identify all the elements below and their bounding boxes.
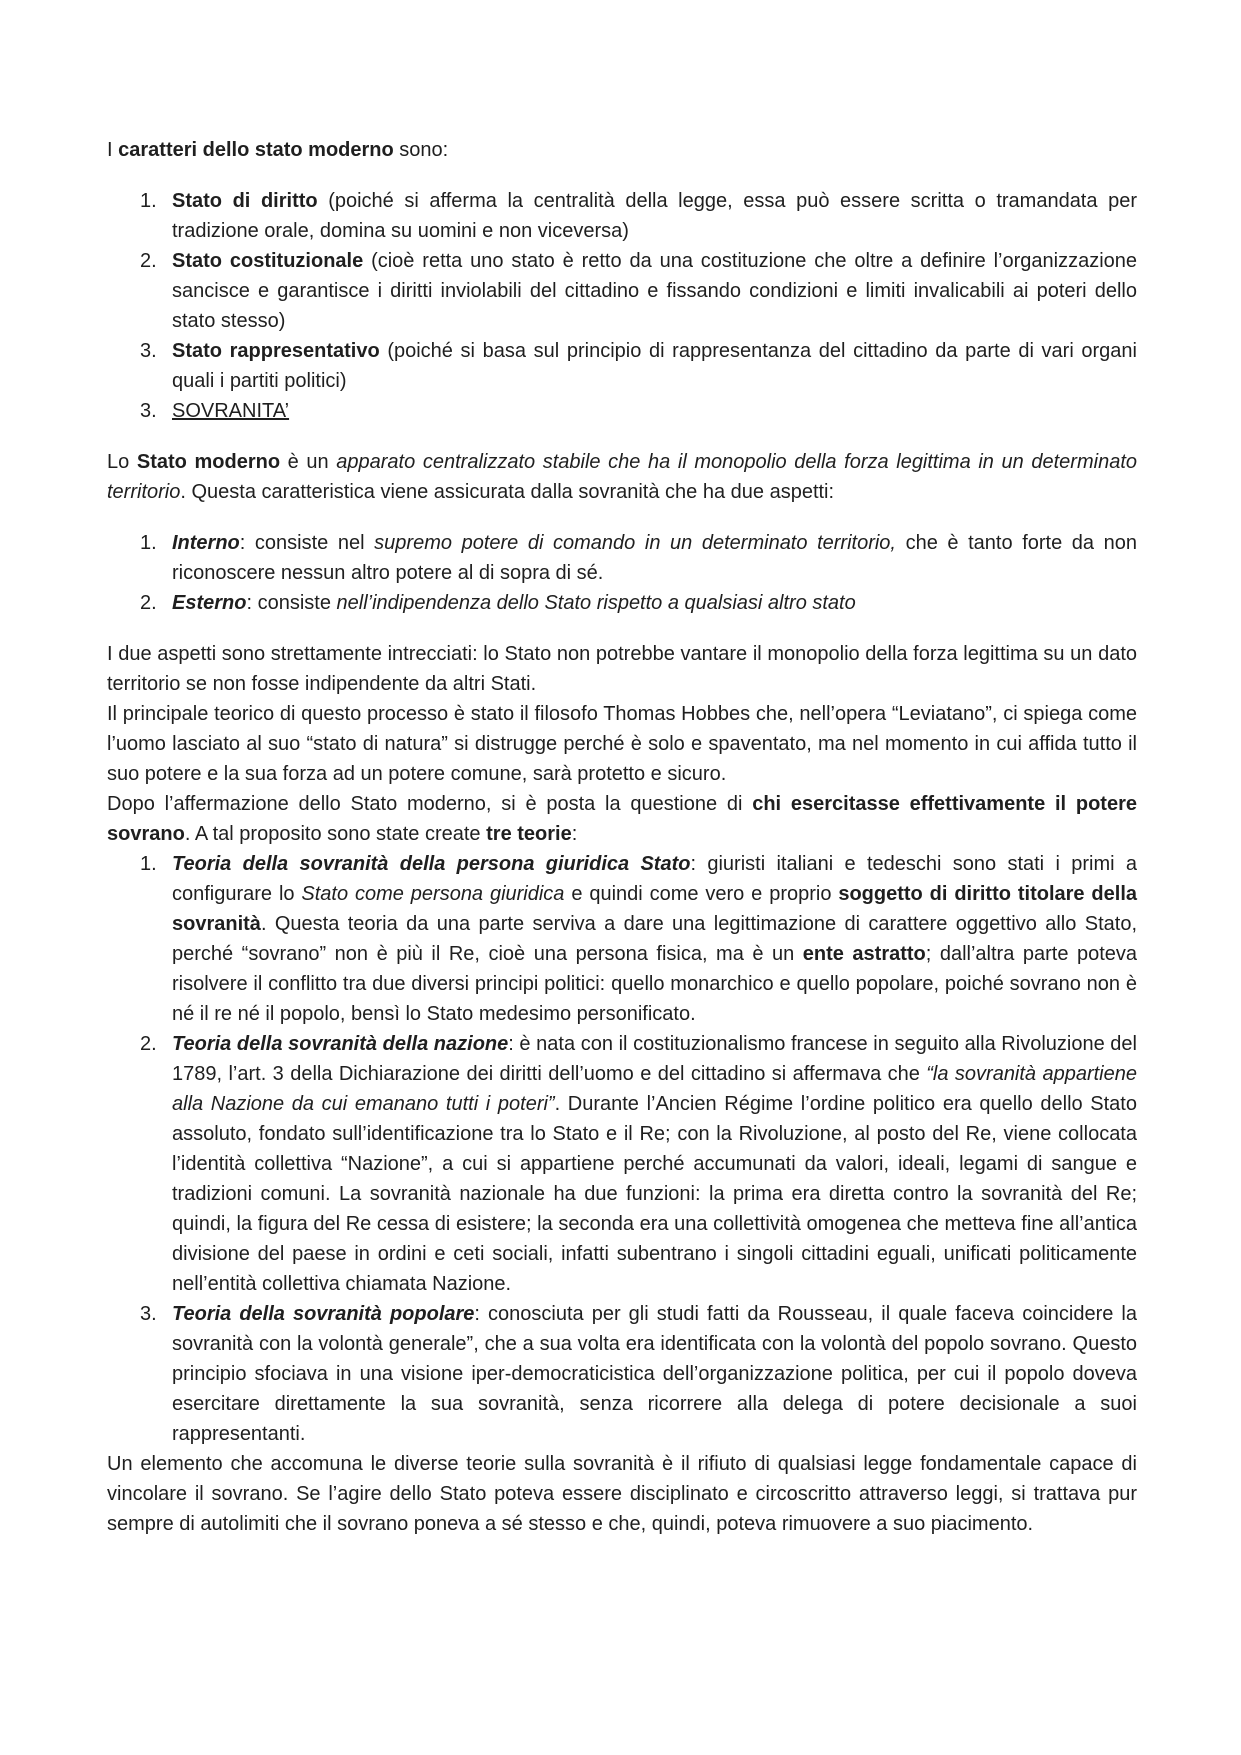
text-run: che è tanto forte da non riconoscere nessun altro potere al di sopra di sé. xyxy=(172,532,1137,584)
paragraph xyxy=(107,699,1137,789)
list-marker: 2. xyxy=(140,1033,157,1055)
text-run: (poiché si basa sul principio di rappresentanza del cittadino da parte di vari organi quali i partiti politici) xyxy=(172,340,1137,392)
text-runs xyxy=(107,643,1137,695)
list-marker: 1. xyxy=(140,190,157,212)
text-run: sono: xyxy=(393,139,449,161)
text-run: Teoria della sovranità della nazione xyxy=(172,1033,509,1055)
text-run: Esterno xyxy=(172,592,247,614)
text-runs xyxy=(172,532,1137,584)
text-run: chi esercitasse effettivamente il potere sovrano xyxy=(107,793,1137,845)
document-page xyxy=(107,135,1137,1539)
text-run: I due aspetti sono strettamente intrecciati: lo Stato non potrebbe vantare il monopolio della forza legittima su un dato territorio se non fosse indipendente da altri Stati. xyxy=(107,643,1137,695)
text-run: soggetto di diritto titolare della sovranità xyxy=(172,883,1137,935)
list-item xyxy=(107,246,1137,336)
text-runs xyxy=(172,340,1137,392)
text-run: : è nata con il costituzionalismo francese in seguito alla Rivoluzione del 1789, l’art. 3 della Dichiarazione dei diritti dell’uomo e del cittadino si affermava che xyxy=(172,1033,1137,1085)
list-item xyxy=(107,186,1137,246)
text-run: Lo xyxy=(107,451,137,473)
list-marker: 1. xyxy=(140,853,157,875)
text-runs xyxy=(172,592,856,614)
list-item xyxy=(107,588,1137,618)
text-run: Interno xyxy=(172,532,240,554)
paragraph xyxy=(107,447,1137,507)
text-run: Stato rappresentativo xyxy=(172,340,380,362)
text-run: . Durante l’Ancien Régime l’ordine politico era quello dello Stato assoluto, fondato sull’identificazione tra lo Stato e il Re; con la Rivoluzione, al posto del Re, viene collocata l’identità collettiva “Nazione”, a cui si appartiene perché accumunati da valori, ideali, legami di sangue e tradizioni comuni. La sovranità nazionale ha due funzioni: la prima era diretta contro la sovranità del Re; quindi, la figura del Re cessa di esistere; la seconda era una collettività omogenea che metteva fine all’antica divisione del paese in ordini e ceti sociali, infatti subentrano i singoli cittadini eguali, unificati politicamente nell’entità collettiva chiamata Nazione. xyxy=(172,1093,1137,1295)
text-run: . Questa caratteristica viene assicurata dalla sovranità che ha due aspetti: xyxy=(180,481,835,503)
text-runs xyxy=(107,451,1137,503)
text-run: SOVRANITA’ xyxy=(172,400,290,422)
paragraph xyxy=(107,135,1137,165)
text-run: Teoria della sovranità popolare xyxy=(172,1303,475,1325)
text-runs xyxy=(107,1453,1137,1535)
list-item xyxy=(107,849,1137,1029)
text-run: apparato centralizzato stabile che ha il monopolio della forza legittima in un determinato territorio xyxy=(107,451,1137,503)
list-marker: 3. xyxy=(140,400,157,422)
list-marker: 3. xyxy=(140,1303,157,1325)
text-run: (cioè retta uno stato è retto da una costituzione che oltre a definire l’organizzazione sancisce e garantisce i diritti inviolabili del cittadino e fissando condizioni e limiti invalicabili ai poteri dello stato stesso) xyxy=(172,250,1138,332)
list-item xyxy=(107,336,1137,396)
text-run: (poiché si afferma la centralità della legge, essa può essere scritta o tramandata per tradizione orale, domina su uomini e non viceversa) xyxy=(172,190,1137,242)
text-run: . A tal proposito sono state create xyxy=(184,823,487,845)
text-runs xyxy=(172,250,1137,332)
text-run: tre teorie xyxy=(486,823,572,845)
text-run: . Questa teoria da una parte serviva a dare una legittimazione di carattere oggettivo allo Stato, perché “sovrano” non è più il Re, cioè una persona fisica, ma è un xyxy=(172,913,1137,965)
text-run: Teoria della sovranità della persona giuridica Stato xyxy=(172,853,691,875)
list-item xyxy=(107,1299,1137,1449)
text-run: Stato come persona giuridica xyxy=(301,883,565,905)
text-run: ente astratto xyxy=(802,943,926,965)
text-run: “la sovranità appartiene alla Nazione da cui emanano tutti i poteri” xyxy=(172,1063,1137,1115)
list-marker: 1. xyxy=(140,532,157,554)
list-item xyxy=(107,1029,1137,1299)
text-runs xyxy=(172,190,1137,242)
list-item xyxy=(107,396,1137,426)
text-run: : consiste nel xyxy=(239,532,375,554)
text-run: caratteri dello stato moderno xyxy=(118,139,394,161)
list-marker: 2. xyxy=(140,592,157,614)
text-runs xyxy=(172,400,289,422)
text-runs xyxy=(172,1033,1137,1295)
list-item xyxy=(107,528,1137,588)
text-run: I xyxy=(107,139,119,161)
text-runs xyxy=(172,853,1137,1025)
text-run: e quindi come vero e proprio xyxy=(564,883,839,905)
text-run: Stato moderno xyxy=(136,451,281,473)
text-run: : consiste xyxy=(246,592,337,614)
list-marker: 3. xyxy=(140,340,157,362)
text-run: Dopo l’affermazione dello Stato moderno, si è posta la questione di xyxy=(107,793,753,815)
text-runs xyxy=(172,1303,1137,1445)
paragraph xyxy=(107,639,1137,699)
text-run: Un elemento che accomuna le diverse teorie sulla sovranità è il rifiuto di qualsiasi legge fondamentale capace di vincolare il sovrano. Se l’agire dello Stato poteva essere disciplinato e circoscritto attraverso leggi, si trattava pur sempre di autolimiti che il sovrano poneva a sé stesso e che, quindi, poteva rimuovere a suo piacimento. xyxy=(107,1453,1137,1535)
list-marker: 2. xyxy=(140,250,157,272)
text-run: è un xyxy=(280,451,337,473)
text-run: supremo potere di comando in un determinato territorio, xyxy=(374,532,896,554)
text-runs xyxy=(107,793,1137,845)
text-runs xyxy=(107,703,1137,785)
text-run: : xyxy=(571,823,578,845)
paragraph xyxy=(107,1449,1137,1539)
text-run: Stato costituzionale xyxy=(172,250,364,272)
text-run: ; dall’altra parte poteva risolvere il conflitto tra due diversi principi politici: quello monarchico e quello popolare, poiché sovrano non è né il re né il popolo, bensì lo Stato medesimo personificato. xyxy=(172,943,1138,1025)
paragraph xyxy=(107,789,1137,849)
text-runs xyxy=(107,139,448,161)
text-run: : giuristi italiani e tedeschi sono stati i primi a configurare lo xyxy=(172,853,1137,905)
text-run: nell’indipendenza dello Stato rispetto a qualsiasi altro stato xyxy=(336,592,856,614)
text-run: Il principale teorico di questo processo è stato il filosofo Thomas Hobbes che, nell’opera “Leviatano”, ci spiega come l’uomo lasciato al suo “stato di natura” si distrugge perché è solo e spaventato, ma nel momento in cui affida tutto il suo potere e la sua forza ad un potere comune, sarà protetto e sicuro. xyxy=(107,703,1137,785)
text-run: Stato di diritto xyxy=(172,190,318,212)
text-run: : conosciuta per gli studi fatti da Rousseau, il quale faceva coincidere la sovranità con la volontà generale”, che a sua volta era identificata con la volontà del popolo sovrano. Questo principio sfociava in una visione iper-democraticistica dell’organizzazione politica, per cui il popolo doveva esercitare direttamente la sua sovranità, senza ricorrere alla delega di potere decisionale a suoi rappresentanti. xyxy=(172,1303,1137,1445)
